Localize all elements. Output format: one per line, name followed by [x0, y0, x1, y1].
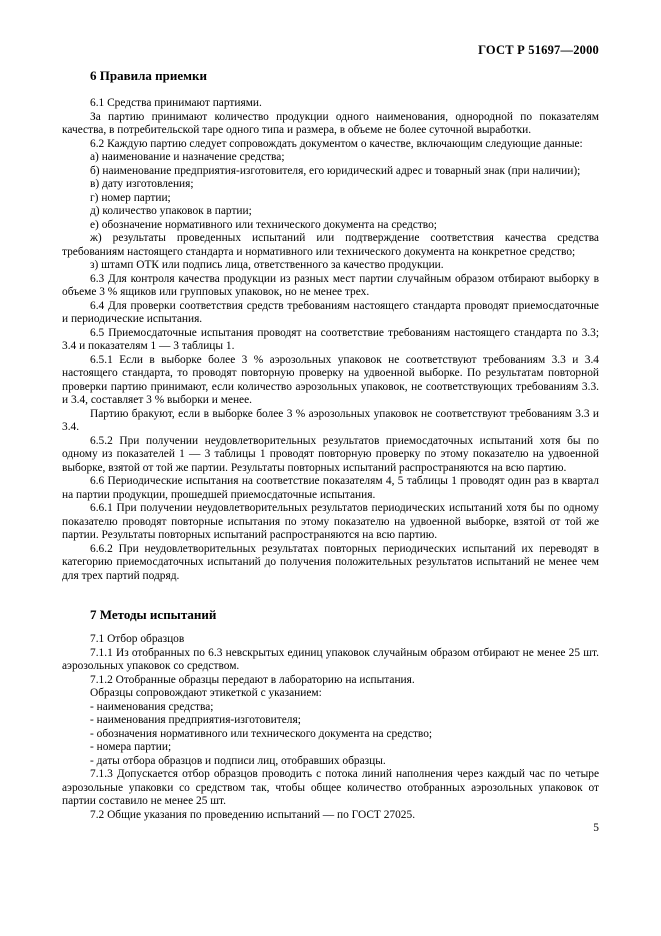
section-6-body: [62, 97, 599, 583]
paragraph: а) наименование и назначение средства;: [90, 151, 285, 163]
paragraph: 6.6 Периодические испытания на соответствие показателям 4, 5 таблицы 1 проводят один раз в квартал на партии продукции, прошедшей приемосдаточные испытания.: [62, 475, 599, 501]
paragraph: 7.1.3 Допускается отбор образцов проводить с потока линий наполнения через каждый час по четыре аэрозольные упаковки со средством так, чтобы общее количество отобранных аэрозольных упаковок от партии составило не менее 25 шт.: [62, 768, 599, 807]
paragraph: ж) результаты проведенных испытаний или подтверждение соответствия качества средства требованиям настоящего стандарта и нормативного или технического документа на конкретное средство;: [62, 232, 599, 258]
paragraph: - даты отбора образцов и подписи лиц, отобравших образцы.: [90, 754, 386, 767]
paragraph: д) количество упаковок в партии;: [90, 205, 252, 217]
paragraph: 7.2 Общие указания по проведению испытаний — по ГОСТ 27025.: [90, 808, 416, 821]
paragraph: г) номер партии;: [90, 191, 171, 204]
paragraph: - наименования средства;: [90, 700, 214, 713]
paragraph: 6.5 Приемосдаточные испытания проводят на соответствие требованиям настоящего стандарта по 3.3; 3.4 и показателям 1 — 3 таблицы 1.: [62, 326, 599, 352]
paragraph: За партию принимают количество продукции одного наименования, однородной по показателям качества, в потребительской таре одного типа и размера, в объеме не более суточной выработки.: [62, 110, 599, 136]
paragraph: з) штамп ОТК или подпись лица, ответственного за качество продукции.: [90, 259, 444, 271]
paragraph: - номера партии;: [90, 741, 172, 753]
paragraph: - наименования предприятия-изготовителя;: [90, 714, 301, 726]
paragraph: - обозначения нормативного или технического документа на средство;: [90, 727, 433, 740]
paragraph: Партию бракуют, если в выборке более 3 % аэрозольных упаковок не соответствуют требованиям 3.3 и 3.4.: [62, 407, 599, 433]
paragraph: б) наименование предприятия-изготовителя, его юридический адрес и товарный знак (при наличии);: [90, 164, 581, 177]
paragraph: Образцы сопровождают этикеткой с указанием:: [90, 687, 322, 699]
paragraph: 7.1 Отбор образцов: [90, 633, 185, 645]
document-standard-id: ГОСТ Р 51697—2000: [478, 43, 599, 57]
section-7-body: [62, 633, 599, 822]
section-6-heading: 6 Правила приемки: [90, 68, 207, 83]
paragraph: 6.2 Каждую партию следует сопровождать документом о качестве, включающим следующие данные:: [90, 137, 583, 150]
paragraph: е) обозначение нормативного или технического документа на средство;: [90, 218, 437, 231]
paragraph: 7.1.2 Отобранные образцы передают в лабораторию на испытания.: [90, 673, 415, 686]
paragraph: 6.5.2 При получении неудовлетворительных результатов приемосдаточных испытаний хотя бы по одному из показателей 1 — 3 таблицы 1 проводят повторную проверку по этому показателю на удвоенной выборке, взятой от той же партии. Результаты повторных испытаний распространяются на всю партию.: [62, 434, 599, 474]
document-body: [62, 68, 599, 822]
paragraph: 6.6.2 При неудовлетворительных результатах повторных периодических испытаний их переводят в категорию приемосдаточных испытаний до получения положительных результатов испытаний не менее чем для трех партий подряд.: [62, 542, 599, 582]
paragraph: 6.6.1 При получении неудовлетворительных результатов периодических испытаний хотя бы по одному показателю проводят повторные испытания по этому показателю на удвоенной выборке, взятой от той же партии. Результаты повторных испытаний распространяются на всю партию.: [62, 502, 599, 541]
paragraph: 7.1.1 Из отобранных по 6.3 невскрытых единиц упаковок случайным образом отбирают не менее 25 шт. аэрозольных упаковок со средством.: [62, 646, 599, 672]
paragraph: 6.3 Для контроля качества продукции из разных мест партии случайным образом отбирают выборку в объеме 3 % ящиков или групповых упаковок, но не менее трех.: [62, 272, 599, 298]
paragraph: в) дату изготовления;: [90, 178, 194, 190]
page-number: 5: [593, 822, 599, 834]
paragraph: 6.1 Средства принимают партиями.: [90, 97, 262, 109]
section-7-heading: 7 Методы испытаний: [90, 607, 217, 622]
paragraph: 6.5.1 Если в выборке более 3 % аэрозольных упаковок не соответствуют требованиям 3.3 и 3.4 настоящего стандарта, то проводят повторную проверку на удвоенной выборке. По результатам повторной проверки партию принимают, если количество аэрозольных упаковок, не соответствующих требованиям 3.3. и 3.4, составляет 3 % выборки и менее.: [62, 353, 599, 406]
paragraph: 6.4 Для проверки соответствия средств требованиям настоящего стандарта проводят приемосдаточные и периодические испытания.: [62, 299, 599, 325]
